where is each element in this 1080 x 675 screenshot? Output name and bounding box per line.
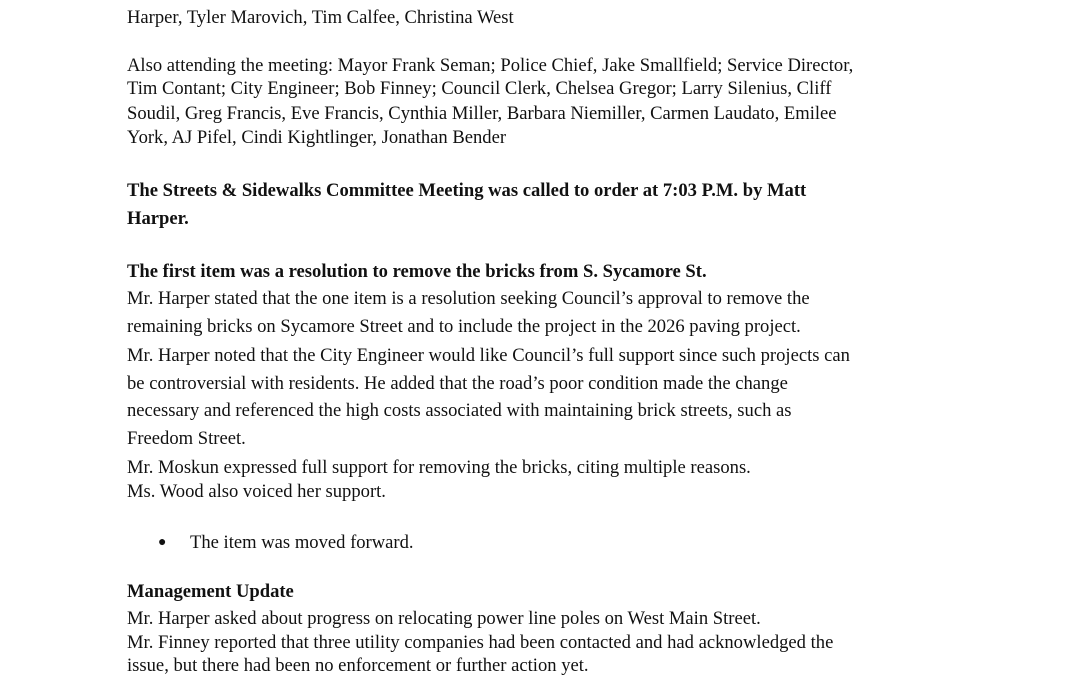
management-heading: Management Update bbox=[127, 581, 294, 602]
call-to-order-line: Harper. bbox=[127, 208, 189, 229]
item1-paragraph-line: remaining bricks on Sycamore Street and to include the project in the 2026 paving project. bbox=[127, 316, 801, 337]
item1-heading: The first item was a resolution to remove the bricks from S. Sycamore St. bbox=[127, 261, 707, 282]
item1-paragraph-line: Mr. Harper stated that the one item is a resolution seeking Council’s approval to remove the bbox=[127, 288, 810, 309]
management-paragraph-line: Mr. Harper asked about progress on relocating power line poles on West Main Street. bbox=[127, 608, 761, 629]
also-attending-line: Tim Contant; City Engineer; Bob Finney; Council Clerk, Chelsea Gregor; Larry Silenius, Cliff bbox=[127, 78, 832, 99]
also-attending-line: Also attending the meeting: Mayor Frank Seman; Police Chief, Jake Smallfield; Service Director, bbox=[127, 55, 854, 76]
item1-paragraph-line: necessary and referenced the high costs associated with maintaining brick streets, such as bbox=[127, 400, 792, 421]
item1-paragraph-line: Freedom Street. bbox=[127, 428, 246, 449]
item1-paragraph-line: be controversial with residents. He added that the road’s poor condition made the change bbox=[127, 373, 788, 394]
also-attending-line: Soudil, Greg Francis, Eve Francis, Cynthia Miller, Barbara Niemiller, Carmen Laudato, Emilee bbox=[127, 103, 837, 124]
item1-bullet-text: The item was moved forward. bbox=[190, 532, 414, 553]
also-attending-line: York, AJ Pifel, Cindi Kightlinger, Jonathan Bender bbox=[127, 127, 507, 148]
bullet-icon: ● bbox=[158, 535, 167, 550]
item1-paragraph-line: Mr. Harper noted that the City Engineer would like Council’s full support since such projects can bbox=[127, 345, 850, 366]
management-paragraph-line: Mr. Finney reported that three utility companies had been contacted and had acknowledged the bbox=[127, 632, 834, 653]
call-to-order-line: The Streets & Sidewalks Committee Meeting was called to order at 7:03 P.M. by Matt bbox=[127, 180, 807, 201]
item1-paragraph-line: Mr. Moskun expressed full support for removing the bricks, citing multiple reasons. bbox=[127, 457, 751, 478]
item1-paragraph-line: Ms. Wood also voiced her support. bbox=[127, 481, 386, 502]
attendees-line: Harper, Tyler Marovich, Tim Calfee, Christina West bbox=[127, 7, 514, 28]
management-paragraph-line: issue, but there had been no enforcement or further action yet. bbox=[127, 655, 589, 675]
